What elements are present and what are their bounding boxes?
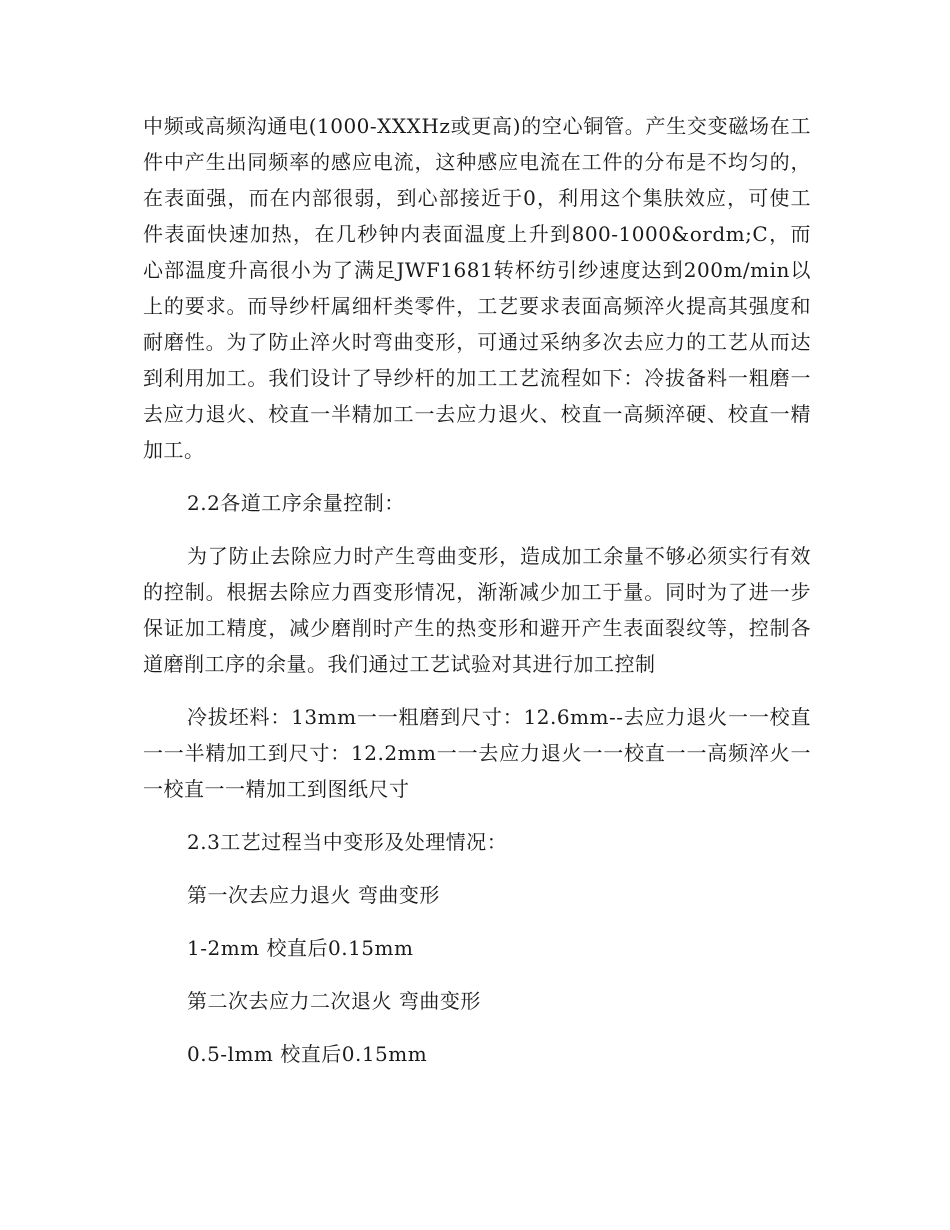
- section-heading: 2.2各道工序余量控制：: [187, 491, 405, 515]
- body-paragraph: 第一次去应力退火 弯曲变形: [187, 883, 440, 907]
- document-body: [143, 108, 811, 1089]
- body-paragraph: 冷拔坯料：13mm一一粗磨到尺寸：12.6mm--去应力退火一一校直一一半精加工到尺寸：12.2mm一一去应力退火一一校直一一高频淬火一一校直一一精加工到图纸尺寸: [143, 705, 811, 801]
- body-paragraph: 为了防止去除应力时产生弯曲变形，造成加工余量不够必须实行有效的控制。根据去除应力酉变形情况，渐渐减少加工于量。同时为了进一步保证加工精度，减少磨削时产生的热变形和避开产生表面裂纹等，控制各道磨削工序的余量。我们通过工艺试验对其进行加工控制: [143, 544, 811, 676]
- section-heading: 2.3工艺过程当中变形及处理情况：: [187, 830, 508, 854]
- body-paragraph: 1-2mm 校直后0.15mm: [187, 936, 414, 960]
- body-paragraph: 中频或高频沟通电(1000-XXXHz或更高)的空心铜管。产生交变磁场在工件中产生出同频率的感应电流，这种感应电流在工件的分布是不均匀的，在表面强，而在内部很弱，到心部接近于0，利用这个集肤效应，可使工件表面快速加热，在几秒钟内表面温度上升到800-1000&ordm;C，而心部温度升高很小为了满足JWF1681转杯纺引纱速度达到200m/min以上的要求。而导纱杆属细杆类零件，工艺要求表面高频淬火提高其强度和耐磨性。为了防止淬火时弯曲变形，可通过采纳多次去应力的工艺从而达到利用加工。我们设计了导纱杆的加工工艺流程如下：冷拔备料一粗磨一去应力退火、校直一半精加工一去应力退火、校直一高频淬硬、校直一精加工。: [143, 114, 811, 462]
- body-paragraph: 0.5-lmm 校直后0.15mm: [187, 1042, 428, 1066]
- body-paragraph: 第二次去应力二次退火 弯曲变形: [187, 989, 481, 1013]
